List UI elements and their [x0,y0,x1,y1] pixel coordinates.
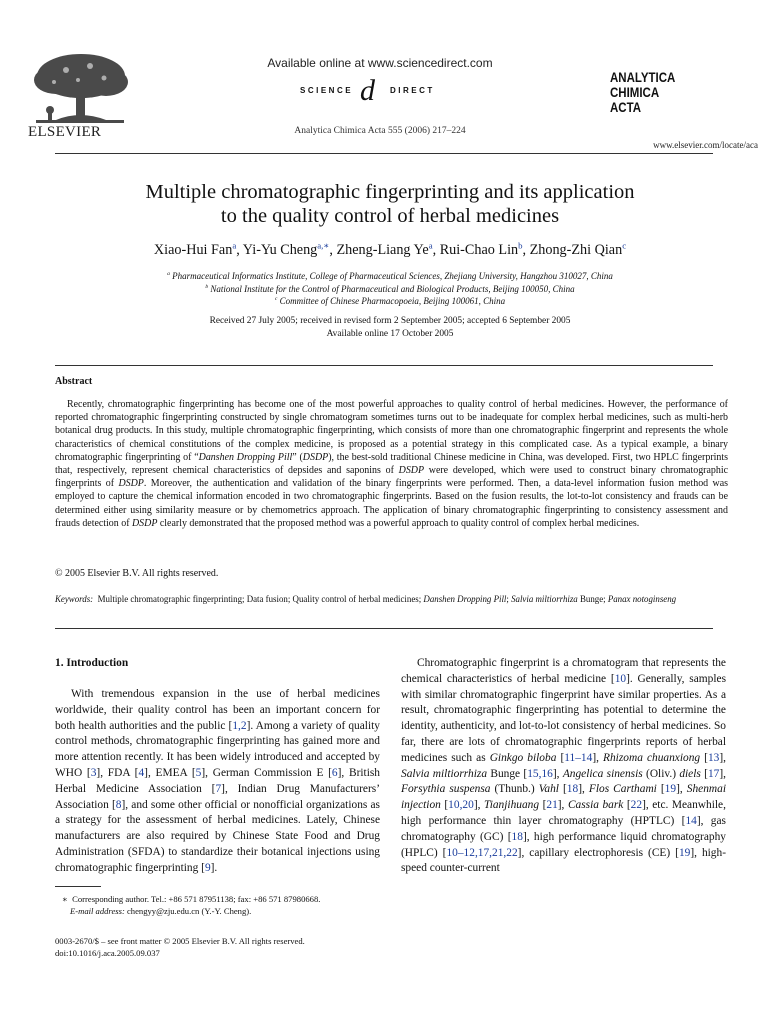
affiliation-text: National Institute for the Control of Pharmaceutical and Biological Products, Beijing 100050, China [208,283,575,294]
affiliations [60,270,720,308]
reference-link[interactable]: 11–14 [564,751,593,764]
reference-link[interactable]: 18 [511,830,523,843]
journal-title-line: CHIMICA [610,84,660,100]
corresponding-author-text: Corresponding author. Tel.: +86 571 87951138; fax: +86 571 87980668. [72,894,321,904]
affiliation-marker: b [205,283,209,290]
text-run: DSDP [118,478,144,490]
section-heading-introduction: 1. Introduction [55,657,129,669]
text-run: ; [506,594,512,604]
author-name: Yi-Yu Cheng [242,242,318,258]
publisher-name: ELSEVIER [28,124,102,140]
available-online-date: Available online 17 October 2005 [326,329,454,339]
journal-citation: Analytica Chimica Acta 555 (2006) 217–224 [294,126,466,136]
author-separator: , [329,242,337,258]
text-run: ], British Herbal Medicine Association [ [55,766,380,795]
text-run: With tremendous expansion in the use of herbal medicines worldwide, their quality control has been an important concern for both health authorities and the public [ [55,688,380,732]
text-run: [ [656,783,665,796]
author-name: Zheng-Liang Ye [336,242,429,258]
affiliation-text: Committee of Chinese Pharmacopoeia, Beijing 100061, China [277,296,506,306]
text-run: Danshen Dropping Pill [423,594,507,604]
text-run: Tianjihuang [483,799,540,812]
keywords [55,593,728,606]
header-divider [55,153,713,154]
text-run: [ [440,799,449,812]
article-title [60,180,720,228]
text-run: (Oliv.) [642,767,680,780]
text-run: DSDP [132,517,158,529]
article-footer [55,935,385,959]
text-run: clearly demonstrated that the proposed method was a powerful approach to quality control of complex herbal medicines. [157,517,640,529]
reference-link[interactable]: 10,20 [448,799,474,812]
author-list [40,242,740,259]
text-run: [ [556,751,565,764]
author-affiliation-marker[interactable]: b [518,240,523,251]
author-name: Rui-Chao Lin [439,242,519,258]
text-run: Salvia miltiorrhiza [511,594,578,604]
elsevier-tree-logo [26,50,131,128]
reference-link[interactable]: 18 [566,783,579,796]
text-run: ], EMEA [ [144,766,196,779]
author-separator: , [236,242,243,258]
text-run: ], [578,783,589,796]
reference-link[interactable]: 13 [707,751,720,764]
author-name: Xiao-Hui Fan [153,242,233,258]
text-run: ]. [210,861,218,874]
text-run: Shenmai injection [401,783,726,812]
affiliation-marker: c [274,296,278,302]
text-run: Bunge; [577,594,608,604]
footnote-divider [55,886,101,887]
text-run: Vahl [538,783,559,796]
text-run: ], and some other official or nonofficial organizations as a strategy for the assessment of herbal medicines. Lately, Chinese manufacturers are also required by Chinese State Food and Drug Administration (SFDA) to standardize their botanical injections using chromatographic fingerprinting [ [55,798,380,874]
reference-link[interactable]: 14 [685,814,697,827]
text-run: ]. Generally, samples with similar chromatographic fingerprint have similar properties. As a result, chromatographic fingerprinting has potential to determine the identity, authenticity, and lot-to-lot consistency of herbal medicines. So far, there are lots of chromatographic fingerprints reports of herbal medicines such as [401,672,727,764]
text-run: ], high performance liquid chromatography (HPLC) [ [401,830,726,859]
left-column [55,687,380,877]
reference-link[interactable]: 22 [630,799,643,812]
article-title-line: Multiple chromatographic fingerprinting and its application [145,181,635,203]
abstract-copyright: © 2005 Elsevier B.V. All rights reserved. [55,568,219,579]
sciencedirect-word-science: SCIENCE [300,86,354,95]
received-dates: Received 27 July 2005; received in revised form 2 September 2005; accepted 6 September 2005 [209,316,571,326]
text-run: ], FDA [ [96,766,139,779]
journal-title-line: ACTA [610,99,642,115]
reference-link[interactable]: 17 [707,767,720,780]
reference-link[interactable]: 19 [678,846,691,859]
reference-link[interactable]: 8 [115,798,122,811]
reference-link[interactable]: 5 [195,766,202,779]
sciencedirect-d-symbol: d [360,74,375,107]
sciencedirect-word-direct: DIRECT [390,86,435,95]
author-affiliation-marker[interactable]: a [232,240,237,251]
text-run: [ [539,799,547,812]
text-run: diels [679,767,701,780]
text-run: ]. Among a variety of quality control methods, chromatographic fingerprinting has gained more and more attention recently. It has been widely introduced and accepted by WHO [ [55,719,380,779]
text-run: ], high-speed counter-current [401,846,726,875]
reference-link[interactable]: 6 [331,766,338,779]
issn-line: 0003-2670/$ – see front matter © 2005 Elsevier B.V. All rights reserved. [55,936,305,946]
text-run: Angelica sinensis [562,767,643,780]
text-run: Bunge [ [487,767,528,780]
text-run: Salvia miltiorrhiza [401,767,488,780]
email-address[interactable]: chengyy@zju.edu.cn (Y.-Y. Cheng). [126,906,252,916]
author-name: Zhong-Zhi Qian [529,242,623,258]
text-run: ), the best-sold traditional Chinese medicine in China, was developed. First, two HPLC fingerprints that, respectively, represent chemical characteristics of depsides and saponins of [55,451,728,477]
author-affiliation-marker[interactable]: c [622,240,627,251]
intro-paragraph [55,687,380,877]
reference-link[interactable]: 19 [664,783,677,796]
keywords-list [98,594,677,604]
text-run: ], [676,783,687,796]
text-run: Chromatographic fingerprint is a chromatogram that represents the chemical characteristics of herbal medicine [ [401,657,726,685]
affiliation-marker: a [167,271,170,277]
text-run: Danshen Dropping Pill [198,451,293,463]
text-run: (Thunb.) [490,783,539,796]
author-affiliation-marker[interactable]: a [428,240,433,251]
sciencedirect-logo [300,74,460,108]
reference-link[interactable]: 15,16 [527,767,553,780]
text-run: were developed, which were used to construct binary chromatographic fingerprints of [55,465,728,490]
reference-link[interactable]: 4 [138,766,145,779]
text-run: ], [473,799,484,812]
journal-title-line: ANALYTICA [610,69,676,85]
text-run: ], [552,767,563,780]
affiliation-text: Pharmaceutical Informatics Institute, College of Pharmaceutical Sciences, Zhejiang University, Hangzhou 310027, China [169,271,613,281]
text-run: ], [719,751,726,764]
reference-link[interactable]: 21 [546,799,558,812]
journal-url[interactable]: www.elsevier.com/locate/aca [653,140,758,150]
text-run: Panax notoginseng [607,594,677,604]
footnote-star: ∗ [62,894,68,904]
affiliation-line [60,270,720,283]
text-run: Recently, chromatographic fingerprinting has become one of the most powerful approaches to quality control of herbal medicines. However, the performance of reported chromatographic fingerprinting constructed by single chromatogram sometimes turns out to be inadequate for complex herbal medicines, such as multi-herb botanical drug products. In this study, multiple chromatographic fingerprinting, which consists of more than one chromatographic fingerprint and represents the whole characteristics of chemical constitutions of the complex medicine, is proposed as a potential strategy in this complicated case. As a typical example, a binary chromatographic fingerprinting of “ [55,399,728,463]
text-run: Rhizoma chuanxiong [603,751,701,764]
author-separator: , [432,242,440,258]
reference-link[interactable]: 10–12,17,21,22 [446,846,518,859]
journal-title [610,70,725,115]
text-run: Forsythia suspensa [401,783,491,796]
abstract-top-divider [55,365,713,366]
text-run: DSDP [398,465,425,477]
text-run: ], gas chromatography (GC) [ [401,814,726,843]
text-run: Cassia bark [567,799,624,812]
intro-paragraph [401,656,726,877]
author-affiliation-marker[interactable]: a,∗ [317,240,330,251]
affiliation-line [60,295,720,308]
corresponding-author-footnote [62,893,382,917]
text-run: ], [719,767,726,780]
abstract-text [55,398,728,530]
article-title-line: to the quality control of herbal medicines [220,205,560,227]
text-run: ], etc. Meanwhile, high performance thin layer chromatography (HPTLC) [ [401,799,726,827]
text-run: [ [623,799,631,812]
article-history [60,315,720,341]
text-run: ], Indian Drug Manufacturers’ Association [ [55,782,381,811]
text-run: . Moreover, the authentication and validation of the binary fingerprints were performed. Then, a data-level information fusion method was employed to capture the chemical information encoded in two chromatographic fingerprints. Based on the fusion results, the lot-to-lot consistency and frauds can be determined either using similarity measure or by chemometrics approach. The application of binary chromatographic fingerprinting to consistency assessment and frauds detection of [55,478,728,529]
doi-line[interactable]: doi:10.1016/j.aca.2005.09.037 [55,948,160,958]
text-run: DSDP [302,451,329,463]
text-run: Multiple chromatographic fingerprinting; Data fusion; Quality control of herbal medicines; [97,594,424,604]
reference-link[interactable]: 7 [215,782,222,795]
reference-link[interactable]: 10 [614,672,627,685]
text-run: ], [592,751,604,764]
text-run: Flos Carthami [588,783,657,796]
text-run: [ [700,767,708,780]
text-run: ], capillary electrophoresis (CE) [ [517,846,679,859]
author-separator: , [522,242,530,258]
reference-link[interactable]: 9 [204,861,211,874]
text-run: [ [558,783,567,796]
reference-link[interactable]: 3 [90,766,97,779]
abstract-bottom-divider [55,628,713,629]
text-run: ], [557,799,568,812]
text-run: [ [700,751,708,764]
keywords-label: Keywords: [55,594,94,604]
email-label: E-mail address: [70,906,125,916]
text-run: Ginkgo biloba [489,751,557,764]
text-run: ” ( [292,451,303,463]
reference-link[interactable]: 1,2 [232,719,247,732]
abstract-heading: Abstract [55,376,93,387]
available-online-text[interactable]: Available online at www.sciencedirect.com [267,56,493,70]
affiliation-line [60,283,720,296]
right-column [401,656,726,877]
text-run: ], German Commission E [ [201,766,332,779]
